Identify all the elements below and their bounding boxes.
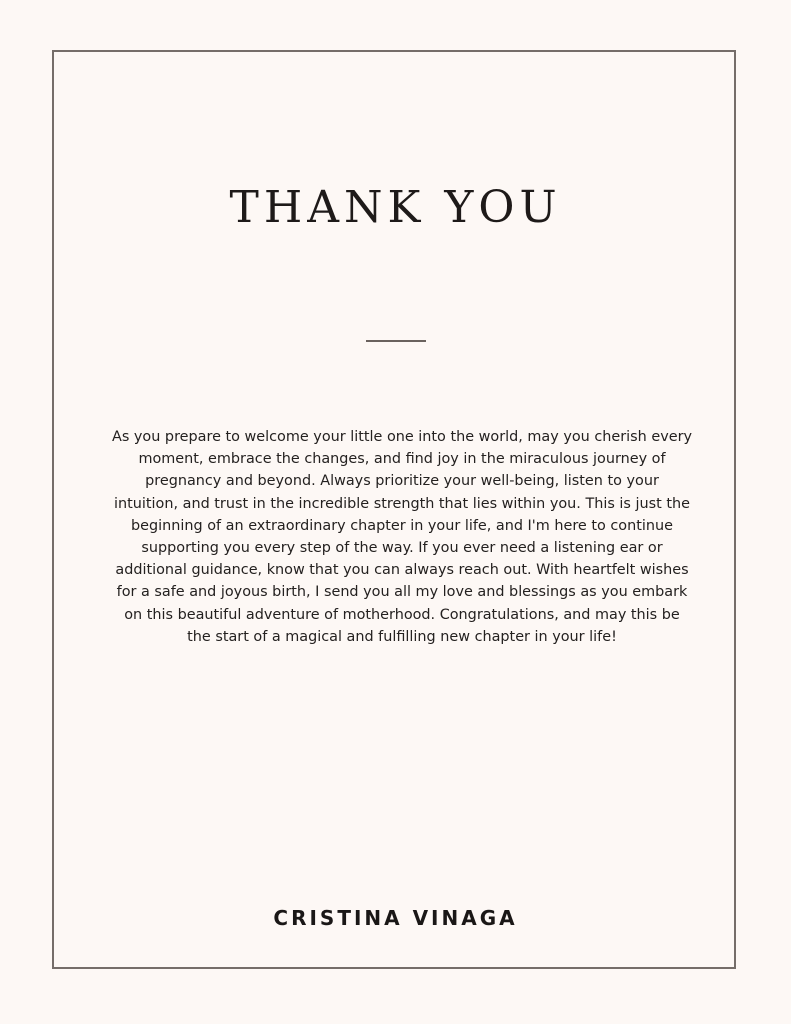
title-divider [366,340,426,342]
thank-you-message: As you prepare to welcome your little one into the world, may you cherish every moment, embrace the changes, and find joy in the miraculous journey of pregnancy and beyond. Always prioritize your well-being, listen to your intuition, and trust in the incredible strength that lies within you. This is just the beginning of an extraordinary chapter in your life, and I'm here to continue supporting you every step of the way. If you ever need a listening ear or additional guidance, know that you can always reach out. With heartfelt wishes for a safe and joyous birth, I send you all my love and blessings as you embark on this beautiful adventure of motherhood. Congratulations, and may this be the start of a magical and fulfilling new chapter in your life! [112,429,692,645]
page-title: THANK YOU [229,182,562,233]
signature-name: CRISTINA VINAGA [273,906,518,930]
